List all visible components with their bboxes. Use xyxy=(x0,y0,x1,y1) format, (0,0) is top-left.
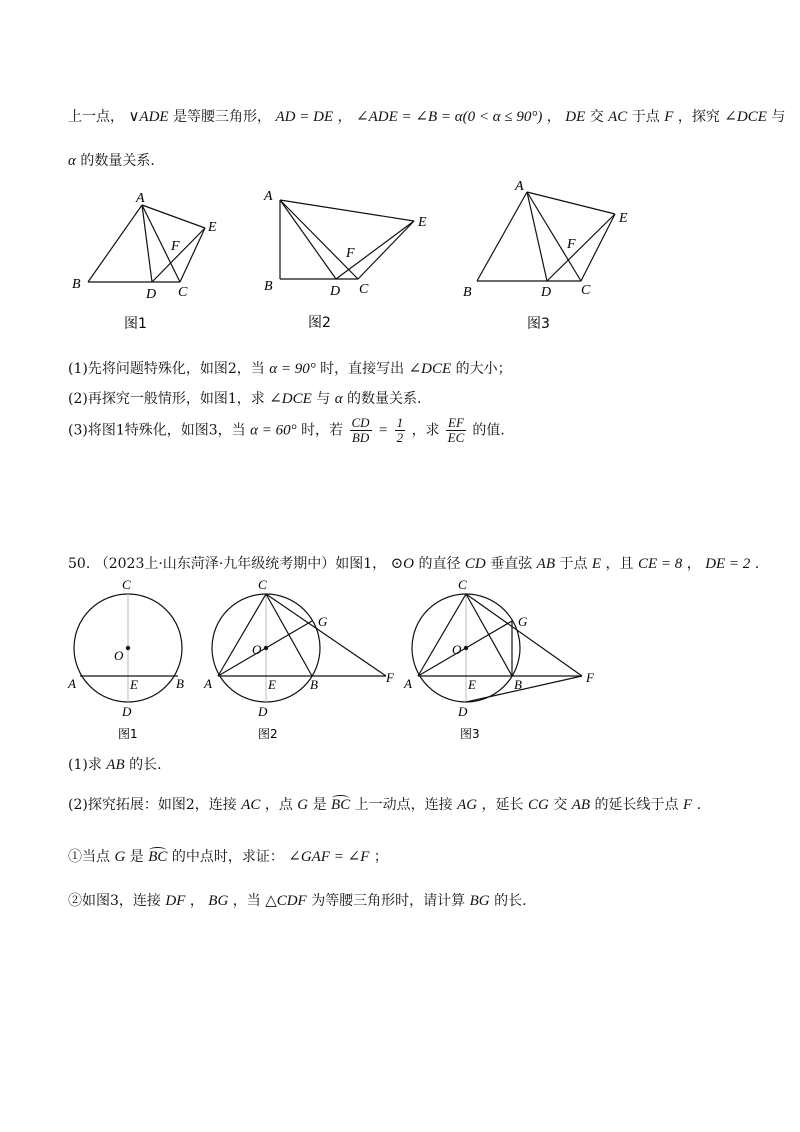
p50-f2-label-o: O xyxy=(252,642,262,657)
arc-bc: BC xyxy=(148,849,168,865)
p49-f1-label-b: B xyxy=(72,277,81,292)
p50-f1-label-a: A xyxy=(68,676,76,691)
p50-f3-label-a: A xyxy=(404,676,412,691)
p50-f3-label-f: F xyxy=(586,670,594,685)
p50-figure-2 xyxy=(200,576,400,750)
p50-f3-caption: 图3 xyxy=(460,727,480,741)
p50-question-2: (2)探究拓展：如图2，连接 AC ，点 G 是 BC 上一动点，连接 AG ，延长 CG 交 AB 的延长线于点 F . xyxy=(68,797,702,813)
p49-intro-line2: α 的数量关系. xyxy=(68,153,155,169)
p49-f3-label-a: A xyxy=(515,179,524,194)
p50-f3-label-g: G xyxy=(518,614,528,629)
p50-question-1: (1)求 AB 的长. xyxy=(68,757,162,773)
p49-f3-label-d: D xyxy=(541,285,552,300)
p50-f2-caption: 图2 xyxy=(258,727,278,741)
p49-f1-label-a: A xyxy=(136,191,145,206)
p50-f3-label-b: B xyxy=(514,677,522,692)
p50-f2-label-f: F xyxy=(386,670,394,685)
p50-f1-label-d: D xyxy=(122,704,132,719)
p49-f1-label-c: C xyxy=(178,285,188,300)
p49-f2-label-d: D xyxy=(330,284,341,299)
p49-f2-label-a: A xyxy=(264,189,273,204)
p50-question-2b: ②如图3，连接 DF ， BG ，当 △CDF 为等腰三角形时，请计算 BG 的长. xyxy=(68,893,527,909)
p50-f2-label-a: A xyxy=(204,676,212,691)
p50-f2-label-c: C xyxy=(258,577,267,592)
p49-f2-caption: 图2 xyxy=(308,315,331,331)
p49-f2-label-b: B xyxy=(264,279,273,294)
p50-f2-label-b: B xyxy=(310,677,318,692)
p49-f2-label-f: F xyxy=(346,246,355,261)
p50-figure-3 xyxy=(400,576,610,750)
p49-f1-label-e: E xyxy=(208,220,217,235)
p50-f1-label-b: B xyxy=(176,676,184,691)
p49-f2-label-c: C xyxy=(359,282,369,297)
p50-f2-label-d: D xyxy=(258,704,268,719)
p50-f2-label-g: G xyxy=(318,614,328,629)
p49-question-1: (1)先将问题特殊化，如图2，当 α = 90° 时，直接写出 ∠DCE 的大小； xyxy=(68,361,512,377)
p50-f3-label-d: D xyxy=(458,704,468,719)
p50-f3-label-o: O xyxy=(452,642,462,657)
p49-f3-label-e: E xyxy=(619,211,628,226)
fraction-cd-bd: $\frac{CD}{BD}$ xyxy=(351,415,370,445)
p49-figure-1 xyxy=(60,188,230,342)
p49-f3-label-f: F xyxy=(567,237,576,252)
p49-f3-label-c: C xyxy=(581,283,591,298)
p49-f3-label-b: B xyxy=(463,285,472,300)
p50-f1-caption: 图1 xyxy=(118,727,138,741)
p50-figure-1 xyxy=(66,576,196,750)
p49-f2-label-e: E xyxy=(418,215,427,230)
p50-f1-label-o: O xyxy=(114,648,124,663)
p50-f1-label-e: E xyxy=(130,677,138,692)
p50-f2-label-e: E xyxy=(268,677,276,692)
p49-question-2: (2)再探究一般情形，如图1，求 ∠DCE 与 α 的数量关系. xyxy=(68,391,422,407)
arc-bc: BC xyxy=(331,797,351,813)
p49-intro-line1: 上一点， ∨ADE 是等腰三角形， AD = DE ， ∠ADE = ∠B = α(0 < α ≤ 90°) ， DE 交 AC 于点 F ，探究 ∠DCE 与 xyxy=(68,109,786,125)
p49-f1-caption: 图1 xyxy=(124,316,147,332)
p49-f3-caption: 图3 xyxy=(527,316,550,332)
p50-f3-label-e: E xyxy=(468,677,476,692)
p50-header: 50. （2023上·山东菏泽·九年级统考期中）如图1， ⊙O 的直径 CD 垂直弦 AB 于点 E ，且 CE = 8 ， DE = 2 . xyxy=(68,556,760,572)
p49-figure-3 xyxy=(455,176,635,340)
p50-question-2a: ①当点 G 是 BC 的中点时，求证： ∠GAF = ∠F ； xyxy=(68,849,388,865)
p49-f1-label-f: F xyxy=(171,239,180,254)
fraction-one-half: $\frac{1}{2}$ xyxy=(396,415,404,445)
p50-f3-label-c: C xyxy=(458,577,467,592)
p50-f1-label-c: C xyxy=(122,577,131,592)
fraction-ef-ec: $\frac{EF}{EC}$ xyxy=(447,415,465,445)
p49-f1-label-d: D xyxy=(146,287,157,302)
p49-figure-2 xyxy=(258,182,438,342)
p49-question-3: (3)将图1特殊化，如图3，当 α = 60° 时，若 $\frac{CD}{BD}$ = $\frac{1}{2}$ ，求 $\frac{EF}{EC}$ 的值. xyxy=(68,415,505,445)
